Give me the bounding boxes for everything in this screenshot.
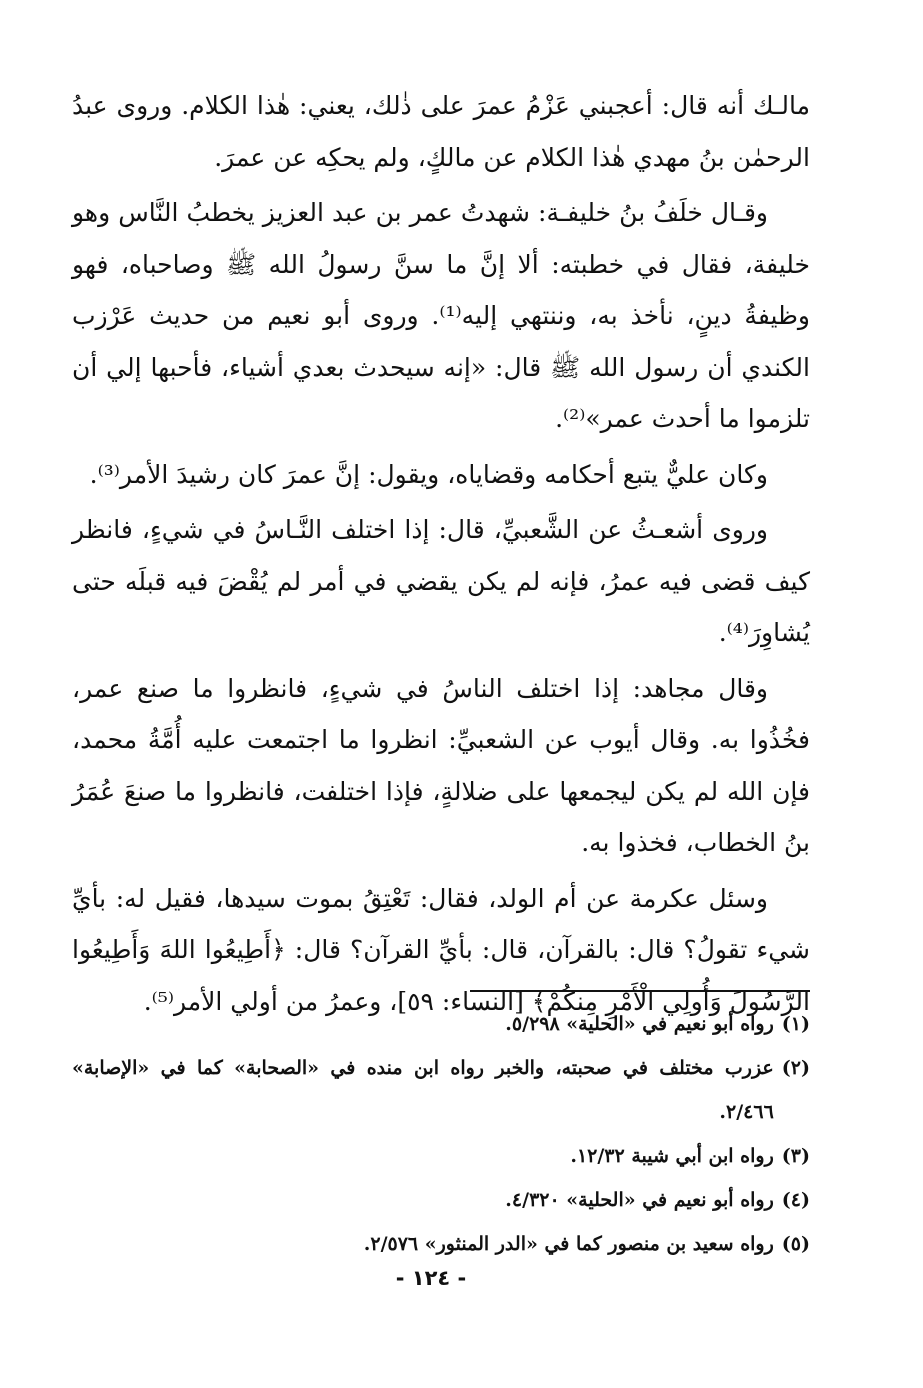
footnote-text: رواه أبو نعيم في «الحلية» ٤/٣٢٠. bbox=[505, 1189, 774, 1211]
paragraph-5: وقال مجاهد: إذا اختلف الناسُ في شيءٍ، فانظروا ما صنع عمر، فخُذُوا به. وقال أيوب عن الشعبيِّ: انظروا ما اجتمعت عليه أُمَّةُ محمد، فإن الله لم يكن ليجمعها على ضلالةٍ، فإذا اختلفت، فانظروا ما صنعَ عُمَرُ بنُ الخطاب، فخذوا به. bbox=[72, 673, 810, 857]
footnote-number: (٤) bbox=[781, 1189, 810, 1211]
paragraph-4: وروى أشعـثُ عن الشَّعبيِّ، قال: إذا اختلف النَّـاسُ في شيءٍ، فانظر كيف قضى فيه عمرُ، فإنه لم يكن يقضي في أمر لم يُقْضَ فيه قبلَه حتى يُشاوِرَ⁽⁴⁾. bbox=[72, 515, 810, 647]
footnote-text: رواه سعيد بن منصور كما في «الدر المنثور» ٢/٥٧٦. bbox=[363, 1233, 774, 1255]
paragraph-2: وقـال خلَفُ بنُ خليفـة: شهدتُ عمر بن عبد العزيز يخطبُ النَّاس وهو خليفة، فقال في خطبته: ألا إنَّ ما سنَّ رسولُ الله ﷺ وصاحباه، فهو وظيفةُ دينٍ، نأخذ به، وننتهي إليه⁽¹⁾. وروى أبو نعيم من حديث عَرْزب الكندي أن رسول الله ﷺ قال: «إنه سيحدث بعدي أشياء، فأحبها إلي أن تلزموا ما أحدث عمر»⁽²⁾. bbox=[72, 198, 811, 433]
footnote-text: عزرب مختلف في صحبته، والخبر رواه ابن منده في «الصحابة» كما في «الإصابة» ٢/٤٦٦. bbox=[72, 1057, 774, 1123]
paragraph-6: وسئل عكرمة عن أم الولد، فقال: تَعْتِقُ بموت سيدها، فقيل له: بأيِّ شيء تقولُ؟ قال: بالقرآن، قال: بأيِّ القرآن؟ قال: ﴿أَطِيعُوا اللهَ وَأَطِيعُوا الرَّسُولَ وَأُولِي الْأَمْرِ مِنكُمْ﴾ [النساء: ٥٩]، وعمرُ من أولي الأمر⁽⁵⁾. bbox=[72, 883, 810, 1016]
footnote-5 bbox=[72, 1222, 810, 1266]
paragraph-1: مالـك أنه قال: أعجبني عَزْمُ عمرَ على ذٰلك، يعني: هٰذا الكلام. وروى عبدُ الرحمٰن بنُ مهدي هٰذا الكلام عن مالكٍ، ولم يحكِه عن عمرَ. bbox=[72, 91, 810, 172]
footnote-4 bbox=[72, 1178, 810, 1222]
footnote-number: (١) bbox=[781, 1013, 810, 1035]
footnote-3 bbox=[72, 1134, 810, 1178]
footnote-number: (٥) bbox=[781, 1233, 810, 1255]
footnote-number: (٣) bbox=[781, 1145, 810, 1167]
footnote-text: رواه ابن أبي شيبة ١٢/٣٢. bbox=[570, 1145, 774, 1167]
page-number: - ١٢٤ - bbox=[395, 1266, 467, 1290]
footnotes bbox=[72, 1002, 810, 1266]
footnote-2 bbox=[72, 1046, 810, 1134]
footnote-divider bbox=[470, 990, 810, 992]
paragraph-3: وكان عليٌّ يتبع أحكامه وقضاياه، ويقول: إنَّ عمرَ كان رشيدَ الأمر⁽³⁾. bbox=[89, 459, 768, 489]
main-text bbox=[72, 80, 810, 1031]
footnote-number: (٢) bbox=[781, 1057, 810, 1079]
footnote-1 bbox=[72, 1002, 810, 1046]
footnote-text: رواه أبو نعيم في «الحلية» ٥/٢٩٨. bbox=[505, 1013, 774, 1035]
